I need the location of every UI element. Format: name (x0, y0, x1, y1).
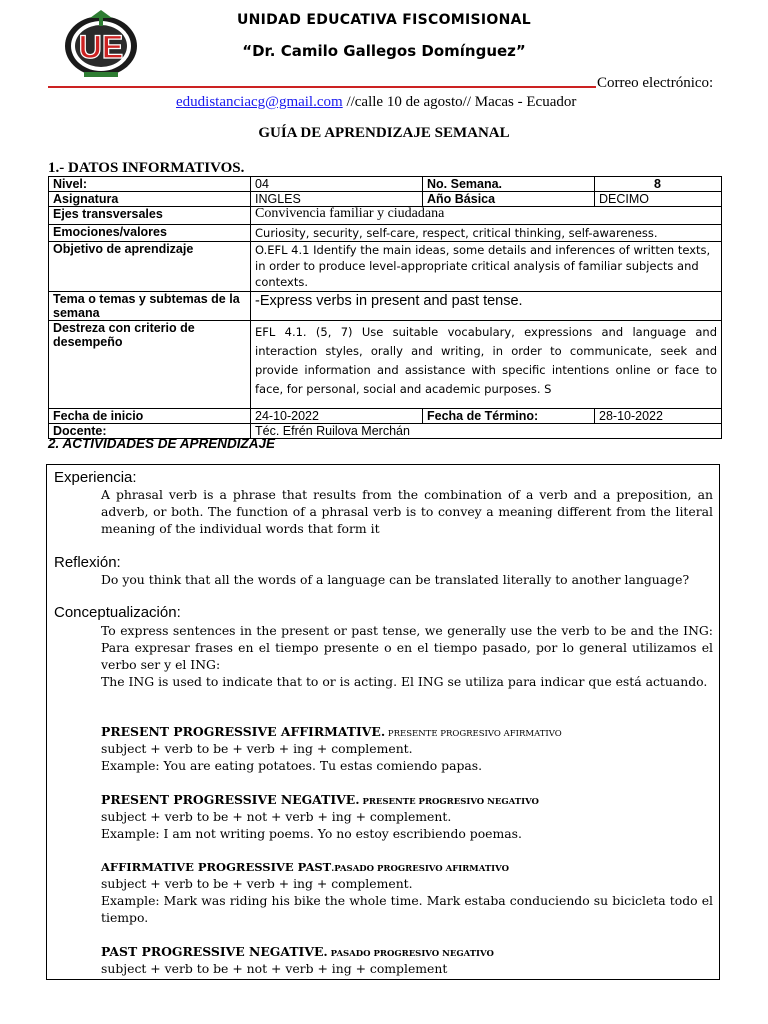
table-row (49, 177, 722, 192)
header-divider (48, 86, 596, 88)
ejes-label: Ejes transversales (49, 207, 251, 225)
destreza-value: EFL 4.1. (5, 7) Use suitable vocabulary, expressions and language and interaction styles, orally and writing, in order to communicate, seek and provide information and assistance with specific intentions online or face to face, for personal, social and academic purposes. S (251, 321, 722, 409)
apast-title: AFFIRMATIVE PROGRESSIVE PAST (101, 860, 332, 874)
nivel-label: Nivel: (49, 177, 251, 192)
inicio-label: Fecha de inicio (49, 409, 251, 424)
destreza-label: Destreza con criterio de desempeño (49, 321, 251, 409)
concept-text-1: To express sentences in the present or past tense, we generally use the verb to be and the ING: Para expresar frases en el tiempo presente o en el tiempo pasado, por lo general utilizamos el verbo ser y el ING: (101, 623, 713, 672)
table-row (49, 292, 722, 321)
concept-heading: Conceptualización: (54, 604, 181, 621)
ejes-value: Convivencia familiar y ciudadana (251, 207, 722, 225)
ppn-subtitle: PRESENTE PROGRESIVO NEGATIVO (359, 797, 539, 807)
termino-label: Fecha de Término: (423, 409, 595, 424)
asignatura-label: Asignatura (49, 192, 251, 207)
section2-title: 2. ACTIVIDADES DE APRENDIZAJE (48, 436, 276, 451)
docente-value: Téc. Efrén Ruilova Merchán (251, 424, 722, 439)
logo-text: UE (78, 29, 124, 65)
pneg-heading (101, 943, 494, 961)
ppa-title: PRESENT PROGRESSIVE AFFIRMATIVE. (101, 724, 386, 739)
apast-subtitle: .PASADO PROGRESIVO AFIRMATIVO (331, 864, 509, 874)
pneg-subtitle: PASADO PROGRESIVO NEGATIVO (327, 949, 494, 959)
experiencia-text: A phrasal verb is a phrase that results from the combination of a verb and a preposition, an adverb, or both. The function of a phrasal verb is to convey a meaning different from the literal meaning of the individual words that form it (101, 487, 713, 536)
table-row (49, 225, 722, 242)
ppn-title: PRESENT PROGRESSIVE NEGATIVE. (101, 792, 360, 807)
school-subtitle: “Dr. Camilo Gallegos Domínguez” (242, 42, 526, 60)
table-row (49, 242, 722, 292)
ppa-formula: subject + verb to be + verb + ing + complement. (101, 741, 413, 756)
emociones-value: Curiosity, security, self-care, respect, critical thinking, self-awareness. (251, 225, 722, 242)
school-name: UNIDAD EDUCATIVA FISCOMISIONAL (236, 12, 531, 28)
termino-value: 28-10-2022 (595, 409, 722, 424)
objetivo-label: Objetivo de aprendizaje (49, 242, 251, 292)
semana-value: 8 (595, 177, 722, 192)
apast-example: Example: Mark was riding his bike the whole time. Mark estaba conduciendo su bicicleta todo el tiempo. (101, 893, 713, 925)
ppa-example: Example: You are eating potatoes. Tu estas comiendo papas. (101, 758, 483, 773)
asignatura-value: INGLES (251, 192, 423, 207)
tema-label: Tema o temas y subtemas de la semana (49, 292, 251, 321)
apast-formula: subject + verb to be + verb + ing + complement. (101, 876, 413, 891)
guide-title: GUÍA DE APRENDIZAJE SEMANAL (258, 125, 510, 141)
concept-text-2: The ING is used to indicate that to or is acting. El ING se utiliza para indicar que está actuando. (101, 674, 708, 689)
table-row (49, 207, 722, 225)
experiencia-heading: Experiencia: (54, 469, 137, 486)
email-label: Correo electrónico: (597, 75, 714, 91)
ppn-example: Example: I am not writing poems. Yo no estoy escribiendo poemas. (101, 826, 522, 841)
pneg-formula: subject + verb to be + not + verb + ing + complement (101, 961, 448, 976)
reflexion-heading: Reflexión: (54, 554, 121, 571)
nivel-value: 04 (251, 177, 423, 192)
table-row (49, 321, 722, 409)
reflexion-text: Do you think that all the words of a language can be translated literally to another language? (101, 572, 690, 587)
email-link[interactable]: edudistanciacg@gmail.com (176, 94, 343, 110)
section1-title: 1.- DATOS INFORMATIVOS. (48, 160, 245, 176)
anio-label: Año Básica (423, 192, 595, 207)
ppa-heading (101, 723, 562, 741)
address-text: //calle 10 de agosto// Macas - Ecuador (342, 94, 577, 110)
contact-line (176, 94, 576, 111)
anio-value: DECIMO (595, 192, 722, 207)
inicio-value: 24-10-2022 (251, 409, 423, 424)
semana-label: No. Semana. (423, 177, 595, 192)
emociones-label: Emociones/valores (49, 225, 251, 242)
ppn-heading (101, 791, 539, 809)
pneg-title: PAST PROGRESSIVE NEGATIVE. (101, 944, 328, 959)
tema-value: -Express verbs in present and past tense. (251, 292, 722, 321)
apast-heading (101, 858, 509, 876)
docente-label: Docente: (49, 424, 251, 439)
objetivo-value: O.EFL 4.1 Identify the main ideas, some details and inferences of written texts, in order to produce level-appropriate critical analysis of familiar subjects and contexts. (251, 242, 722, 292)
table-row (49, 192, 722, 207)
ppa-subtitle: PRESENTE PROGRESIVO AFIRMATIVO (385, 729, 562, 739)
ppn-formula: subject + verb to be + not + verb + ing + complement. (101, 809, 452, 824)
table-row (49, 409, 722, 424)
info-table (48, 176, 722, 439)
